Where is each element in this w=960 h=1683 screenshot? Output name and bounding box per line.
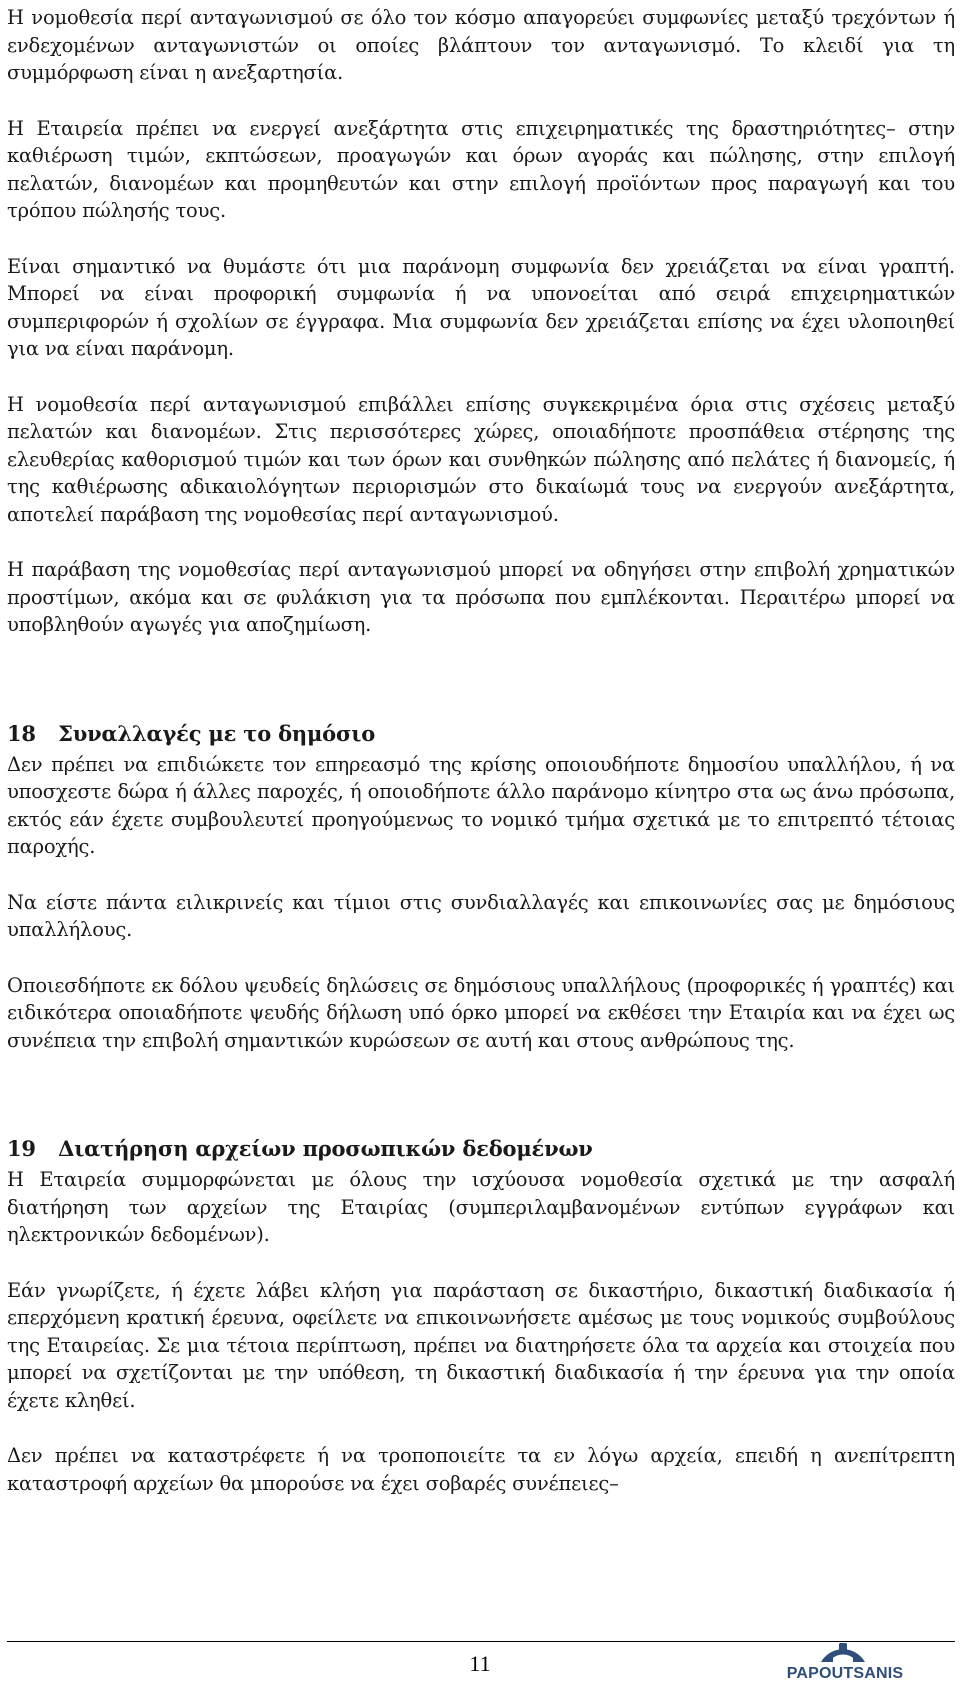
section-18-title: Συναλλαγές με το δημόσιο (58, 720, 376, 746)
page-number: 11 (469, 1651, 491, 1676)
section-spacer (7, 667, 955, 719)
logo-emblem-icon (817, 1642, 869, 1664)
section-18-paragraph-3: Οποιεσδήποτε εκ δόλου ψευδείς δηλώσεις σε δημόσιους υπαλλήλους (προφορικές ή γραπτές) και ειδικότερα οποιαδήποτε ψευδής δήλωση υπό όρκο μπορεί να εκθέσει την Εταιρία και να έχει ως συνέπεια την επιβολή σημαντικών κυρώσεων σε αυτή και στους ανθρώπους της. (7, 973, 955, 1052)
paragraph-intro-2: Η Εταιρεία πρέπει να ενεργεί ανεξάρτητα στις επιχειρηματικές της δραστηριότητες– στην καθιέρωση τιμών, εκπτώσεων, προαγωγών και όρων αγοράς και πώλησης, στην επιλογή πελατών, διανομέων και προμηθευτών και στην επιλογή προϊόντων προς παραγωγή και του τρόπου πώλησής τους. (7, 116, 955, 222)
section-19-paragraph-1: Η Εταιρεία συμμορφώνεται με όλους την ισχύουσα νομοθεσία σχετικά με την ασφαλή διατήρηση των αρχείων της Εταιρίας (συμπεριλαμβανομένων εντύπων εγγράφων και ηλεκτρονικών δεδομένων). (7, 1168, 955, 1246)
logo-wordmark: PAPOUTSANIS (786, 1665, 904, 1682)
document-page (7, 4, 955, 1525)
section-19-title: Διατήρηση αρχείων προσωπικών δεδομένων (58, 1136, 593, 1161)
section-19-number: 19 (7, 1136, 36, 1161)
paragraph-intro-4: Η νομοθεσία περί ανταγωνισμού επιβάλλει επίσης συγκεκριμένα όρια στις σχέσεις μεταξύ πελατών και διανομέων. Στις περισσότερες χώρες, οποιαδήποτε προσπάθεια στέρησης της ελευθερίας καθορισμού τιμών και των όρων και συνθηκών πώλησης από πελάτες ή διανομείς, ή της καθιέρωσης αδικαιολόγητων περιορισμών στο δικαίωμά τους να ενεργούν ανεξάρτητα, αποτελεί παράβαση της νομοθεσίας περί ανταγωνισμού. (7, 392, 955, 526)
paragraph-intro-1: Η νομοθεσία περί ανταγωνισμού σε όλο τον κόσμο απαγορεύει συμφωνίες μεταξύ τρεχόντων ή ενδεχομένων ανταγωνιστών οι οποίες βλάπτουν τον ανταγωνισμό. Το κλειδί για τη συμμόρφωση είναι η ανεξαρτησία. (7, 6, 955, 84)
section-19-paragraph-3: Δεν πρέπει να καταστρέφετε ή να τροποποιείτε τα εν λόγω αρχεία, επειδή η ανεπίτρεπτη καταστροφή αρχείων θα μπορούσε να έχει σοβαρές συνέπειες– (7, 1444, 955, 1495)
section-19-paragraph-2: Εάν γνωρίζετε, ή έχετε λάβει κλήση για παράσταση σε δικαστήριο, δικαστική διαδικασία ή επερχόμενη κρατική έρευνα, οφείλετε να επικοινωνήσετε αμέσως με τους νομικούς συμβούλους της Εταιρείας. Σε μια τέτοια περίπτωση, πρέπει να διατηρήσετε όλα τα αρχεία και στοιχεία που μπορεί να σχετίζονται με την υπόθεση, τη δικαστική διαδικασία ή την έρευνα για την οποία έχετε κληθεί. (7, 1278, 955, 1412)
section-19-heading (7, 1134, 955, 1164)
section-18-number: 18 (7, 720, 36, 746)
company-logo (770, 1640, 920, 1683)
paragraph-intro-3: Είναι σημαντικό να θυμάστε ότι μια παράνομη συμφωνία δεν χρειάζεται να είναι γραπτή. Μπορεί να είναι προφορική συμφωνία ή να υπονοείται από σειρά επιχειρηματικών συμπεριφορών ή σχολίων σε έγγραφα. Μια συμφωνία δεν χρειάζεται επίσης να έχει υλοποιηθεί για να είναι παράνομη. (7, 254, 955, 360)
section-18-paragraph-1: Δεν πρέπει να επιδιώκετε τον επηρεασμό της κρίσης οποιουδήποτε δημοσίου υπαλλήλου, ή να υποσχεστε δώρα ή άλλες παροχές, ή οποιοδήποτε άλλο παράνομο κίνητρο στα ως άνω πρόσωπα, εκτός εάν έχετε συμβουλευτεί προηγούμενως το νομικό τμήμα σχετικά με το επιτρεπτό τέτοιας παροχής. (7, 752, 955, 858)
section-18-heading (7, 719, 955, 749)
section-18-paragraph-2: Να είστε πάντα ειλικρινείς και τίμιοι στις συνδιαλλαγές και επικοινωνίες σας με δημόσιους υπαλλήλους. (7, 890, 955, 941)
section-spacer (7, 1082, 955, 1134)
paragraph-intro-5: Η παράβαση της νομοθεσίας περί ανταγωνισμού μπορεί να οδηγήσει στην επιβολή χρηματικών προστίμων, ακόμα και σε φυλάκιση για τα πρόσωπα που εμπλέκονται. Περαιτέρω μπορεί να υποβληθούν αγωγές για αποζημίωση. (7, 558, 955, 636)
